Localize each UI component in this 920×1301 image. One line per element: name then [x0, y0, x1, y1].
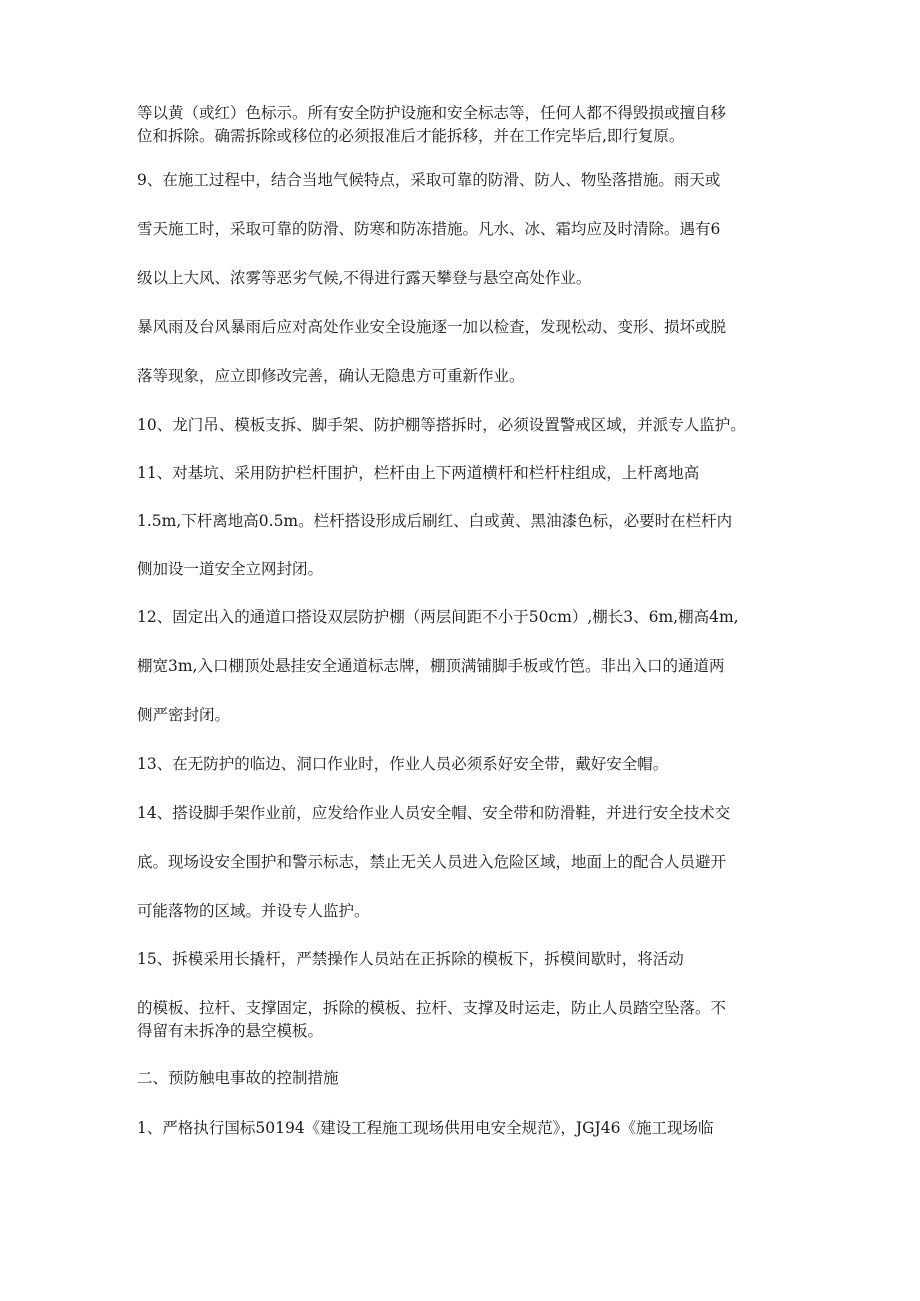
text-line: 侧加设一道安全立网封闭。	[137, 560, 324, 578]
text-line: 的模板、拉杆、支撑固定，拆除的模板、拉杆、支撑及时运走，防止人员踏空坠落。不	[137, 999, 727, 1017]
text-line: 1.5m,下杆离地高0.5m。栏杆搭设形成后刷红、白或黄、黑油漆色标，必要时在栏杆内	[137, 512, 733, 530]
text-line: 1、严格执行国标50194《建设工程施工现场供用电安全规范》，JGJ46《施工现场临	[137, 1119, 714, 1137]
text-line: 得留有未拆净的悬空模板。	[137, 1022, 324, 1040]
text-line: 棚宽3m,入口棚顶处悬挂安全通道标志牌，棚顶满铺脚手板或竹笆。非出入口的通道两	[137, 657, 725, 675]
text-line: 14、搭设脚手架作业前，应发给作业人员安全帽、安全带和防滑鞋，并进行安全技术交	[137, 804, 731, 822]
text-line: 12、固定出入的通道口搭设双层防护棚（两层间距不小于50cm）,棚长3、6m,棚高4m,	[137, 608, 739, 626]
text-line: 10、龙门吊、模板支拆、脚手架、防护棚等搭拆时，必须设置警戒区域，并派专人监护。	[137, 416, 746, 434]
text-line: 9、在施工过程中，结合当地气候特点，采取可靠的防滑、防人、物坠落措施。雨天或	[137, 171, 721, 189]
text-line: 13、在无防护的临边、洞口作业时，作业人员必须系好安全带，戴好安全帽。	[137, 755, 669, 773]
text-line: 落等现象，应立即修改完善，确认无隐患方可重新作业。	[137, 367, 525, 385]
text-line: 暴风雨及台风暴雨后应对高处作业安全设施逐一加以检查，发现松动、变形、损坏或脱	[137, 318, 727, 336]
text-line: 11、对基坑、采用防护栏杆围护，栏杆由上下两道横杆和栏杆柱组成，上杆离地高	[137, 464, 700, 482]
text-line: 级以上大风、浓雾等恶劣气候,不得进行露天攀登与悬空高处作业。	[137, 269, 592, 287]
text-line: 可能落物的区域。并设专人监护。	[137, 902, 370, 920]
text-line: 等以黄（或红）色标示。所有安全防护设施和安全标志等，任何人都不得毁损或擅自移	[137, 104, 727, 122]
text-line: 位和拆除。确需拆除或移位的必须报准后才能拆移，并在工作完毕后,即行复原。	[137, 127, 685, 145]
section-heading: 二、预防触电事故的控制措施	[137, 1069, 339, 1087]
text-line: 15、拆模采用长撬杆，严禁操作人员站在正拆除的模板下，拆模间歇时，将活动	[137, 950, 684, 968]
text-line: 底。现场设安全围护和警示标志，禁止无关人员进入危险区域，地面上的配合人员避开	[137, 853, 727, 871]
text-line: 侧严密封闭。	[137, 706, 231, 724]
text-line: 雪天施工时，采取可靠的防滑、防寒和防冻措施。凡水、冰、霜均应及时清除。遇有6	[137, 220, 721, 238]
